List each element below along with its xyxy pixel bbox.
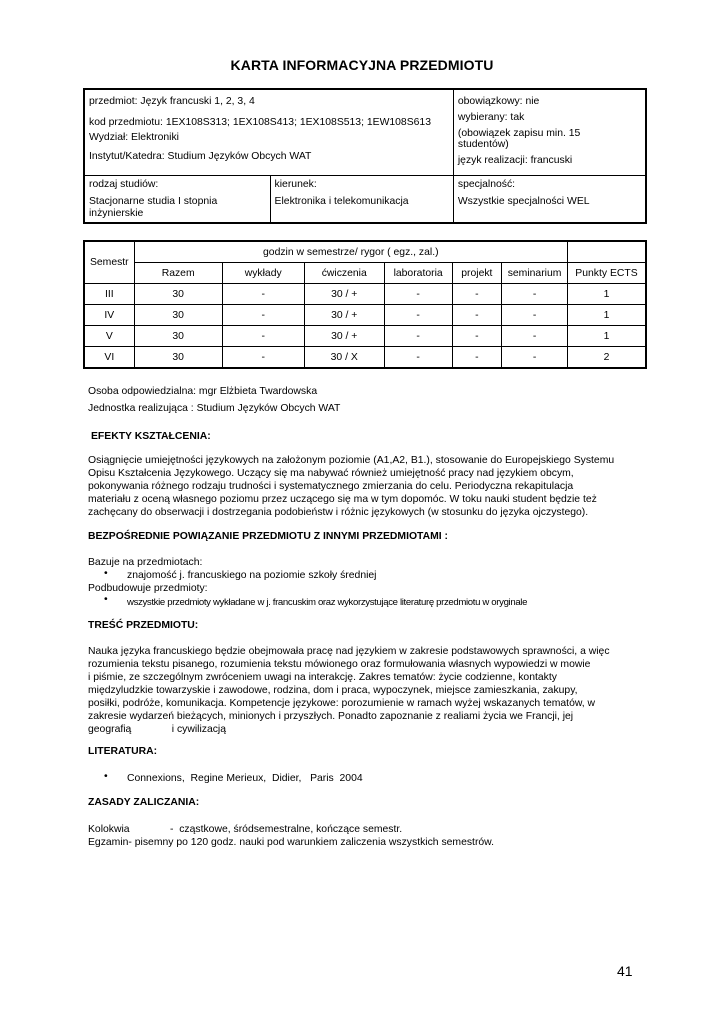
table-row (84, 305, 646, 326)
section-heading-tresc: TREŚĆ PRZEDMIOTU: (88, 620, 199, 631)
podbudowuje-item: wszystkie przedmioty wykładane w j. francuskim oraz wykorzystujące literaturę przedmiotu w oryginale (127, 597, 528, 608)
course-info-cell (84, 89, 453, 176)
specialization-value: Wszystkie specjalności WEL (457, 196, 590, 207)
hours-group-header: godzin w semestrze/ rygor ( egz., zal.) (134, 241, 567, 263)
specialization-cell (453, 176, 646, 224)
table-cell: - (222, 305, 304, 326)
section-heading-efekty: EFEKTY KSZTAŁCENIA: (91, 431, 211, 442)
table-cell: V (84, 326, 134, 347)
table-row (84, 347, 646, 369)
table-row (84, 284, 646, 305)
table-cell: - (452, 326, 502, 347)
table-cell: 1 (567, 305, 646, 326)
tresc-line: i piśmie, ze szczególnym zwróceniem uwagi na interakcję. Zakres tematów: życie codzienne, kontakty (88, 672, 557, 683)
mandatory-status: obowiązkowy: nie (457, 96, 540, 107)
egzamin-text: Egzamin- pisemny po 120 godz. nauki pod warunkiem zaliczenia wszystkich semestrów. (88, 837, 494, 848)
table-cell: - (452, 284, 502, 305)
efekty-line: Opisu Kształcenia Językowego. Uczący się ma nabywać również umiejętność pracy nad językiem obcym, (88, 468, 574, 479)
table-cell: - (452, 347, 502, 369)
table-cell: - (384, 305, 452, 326)
table-cell: - (384, 326, 452, 347)
bullet-icon: • (104, 568, 108, 579)
efekty-line: pokonywania różnego rodzaju trudności i systematycznego zmierzania do celu. Periodyczna rekapitulacja (88, 481, 574, 492)
table-cell: - (222, 284, 304, 305)
table-cell: 30 / X (304, 347, 384, 369)
page-title: KARTA INFORMACYJNA PRZEDMIOTU (230, 57, 494, 73)
ects-header-top (567, 241, 646, 263)
study-type-value: Stacjonarne studia I stopnia inżynierskie (89, 196, 218, 219)
section-heading-literatura: LITERATURA: (88, 746, 158, 757)
table-cell: 30 (134, 347, 222, 369)
table-cell: - (384, 284, 452, 305)
table-cell: 30 (134, 284, 222, 305)
column-header: projekt (452, 263, 502, 284)
section-heading-zasady: ZASADY ZALICZANIA: (88, 797, 200, 808)
table-cell: 30 (134, 305, 222, 326)
institute: Instytut/Katedra: Studium Języków Obcych WAT (89, 151, 312, 162)
efekty-line: materiału z oceną własnego poziomu przez uczącego się ma w tym dopomóc. W toku nauki student będzie też (88, 494, 597, 505)
tresc-line: rozumienia tekstu pisanego, rozumienia tekstu mówionego oraz formułowania własnych wypowiedzi w mowie (88, 659, 591, 670)
kolokwia-text: Kolokwia - cząstkowe, śródsemestralne, kończące semestr. (88, 824, 403, 835)
table-cell: 1 (567, 326, 646, 347)
section-heading-powiazanie: BEZPOŚREDNIE POWIĄZANIE PRZEDMIOTU Z INNYMI PRZEDMIOTAMI : (88, 531, 449, 542)
efekty-line: zachęcany do obserwacji i dostrzegania podobieństw i różnic językowych (w stosunku do języka ojczystego). (88, 507, 589, 518)
table-cell: - (502, 347, 568, 369)
field-of-study-cell (270, 176, 453, 224)
table-cell: - (384, 347, 452, 369)
bullet-icon: • (104, 594, 108, 605)
language-of-instruction: język realizacji: francuski (457, 155, 573, 166)
table-cell: - (222, 347, 304, 369)
elective-status: wybierany: tak (457, 112, 525, 123)
course-name: przedmiot: Język francuski 1, 2, 3, 4 (89, 96, 255, 107)
table-cell: - (502, 326, 568, 347)
table-cell: 30 / + (304, 305, 384, 326)
table-cell: III (84, 284, 134, 305)
bullet-icon: • (104, 771, 108, 782)
table-cell: 30 / + (304, 284, 384, 305)
column-header: Razem (134, 263, 222, 284)
table-cell: 1 (567, 284, 646, 305)
literatura-item: Connexions, Regine Merieux, Didier, Paris 2004 (127, 773, 363, 784)
table-row (84, 326, 646, 347)
page-number: 41 (617, 963, 633, 979)
field-of-study-value: Elektronika i telekomunikacja (274, 196, 409, 207)
table-cell: 2 (567, 347, 646, 369)
table-cell: 30 (134, 326, 222, 347)
tresc-line: międzyludzkie towarzyskie i zawodowe, rodzina, dom i praca, wypoczynek, miejsce zamieszkania, zakupy, (88, 685, 578, 696)
efekty-line: Osiągnięcie umiejętności językowych na założonym poziomie (A1,A2, B1.), stosowanie do Europejskiego Systemu (88, 455, 615, 466)
column-header: ćwiczenia (304, 263, 384, 284)
table-cell: 30 / + (304, 326, 384, 347)
course-info-table (83, 88, 647, 224)
column-header: wykłady (222, 263, 304, 284)
tresc-line: posiłki, podróże, komunikacja. Kompetencje językowe: porozumienie w ramach wyżej wskazanych tematów, w (88, 698, 596, 709)
study-type-cell (84, 176, 270, 224)
course-status-cell (453, 89, 646, 176)
table-cell: - (502, 305, 568, 326)
faculty: Wydział: Elektroniki (89, 132, 179, 143)
field-of-study-label: kierunek: (274, 179, 317, 190)
study-type-label: rodzaj studiów: (89, 179, 159, 190)
bazuje-item: znajomość j. francuskiego na poziomie szkoły średniej (127, 570, 377, 581)
table-cell: - (222, 326, 304, 347)
specialization-label: specjalność: (457, 179, 516, 190)
tresc-line: Nauka języka francuskiego będzie obejmowała pracę nad językiem w zakresie podstawowych sprawności, a więc (88, 646, 610, 657)
column-header: Punkty ECTS (567, 263, 646, 284)
column-header: seminarium (502, 263, 568, 284)
podbudowuje-label: Podbudowuje przedmioty: (88, 583, 208, 594)
table-cell: - (502, 284, 568, 305)
tresc-line: geografią i cywilizacją (88, 724, 227, 735)
bazuje-label: Bazuje na przedmiotach: (88, 557, 203, 568)
table-cell: IV (84, 305, 134, 326)
implementing-unit: Jednostka realizująca : Studium Języków Obcych WAT (88, 403, 341, 414)
table-cell: - (452, 305, 502, 326)
semestr-header: Semestr (84, 241, 134, 284)
semester-hours-table (83, 240, 647, 369)
course-code: kod przedmiotu: 1EX108S313; 1EX108S413; 1EX108S513; 1EW108S613 (89, 117, 431, 128)
table-cell: VI (84, 347, 134, 369)
enrollment-note: (obowiązek zapisu min. 15 studentów) (457, 128, 581, 150)
tresc-line: zakresie wydarzeń bieżących, minionych i przyszłych. Ponadto zapoznanie z realiami życia we Francji, jej (88, 711, 574, 722)
responsible-person: Osoba odpowiedzialna: mgr Elżbieta Twardowska (88, 386, 318, 397)
column-header: laboratoria (384, 263, 452, 284)
